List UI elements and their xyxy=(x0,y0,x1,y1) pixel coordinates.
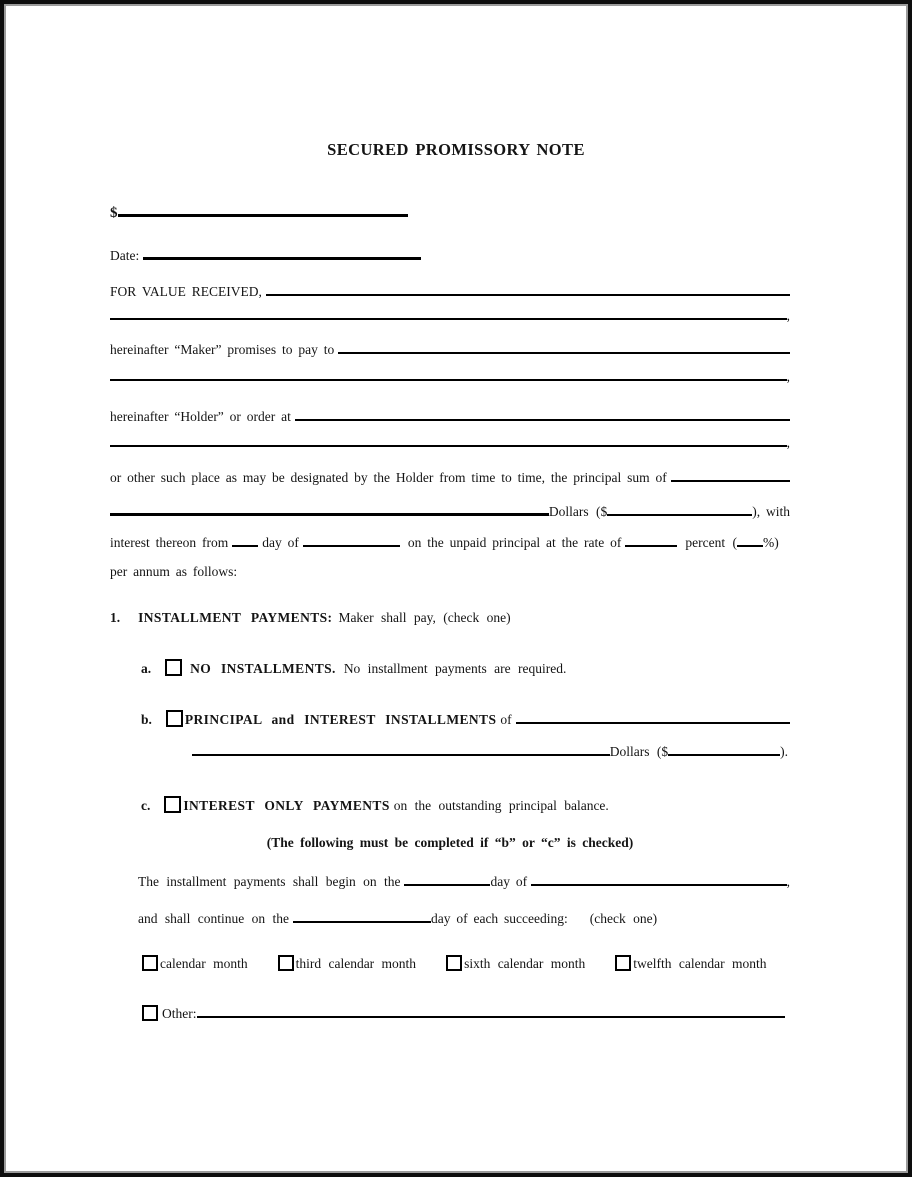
interest-label-3: on the unpaid principal at the rate of xyxy=(407,535,622,550)
item-c-letter: c. xyxy=(141,798,151,813)
continue-row xyxy=(138,907,790,927)
item-c-row xyxy=(141,793,790,814)
page-title: SECURED PROMISSORY NOTE xyxy=(327,140,585,159)
amount-blank[interactable] xyxy=(118,200,408,217)
continue-label-2: day of each succeeding: xyxy=(430,911,568,926)
item-a-letter: a. xyxy=(141,661,152,676)
date-label: Date: xyxy=(110,248,140,263)
principal-sum-words-blank[interactable] xyxy=(671,466,790,482)
dollars-label: Dollars ($ xyxy=(548,504,608,519)
comma: , xyxy=(786,435,790,450)
other-checkbox[interactable] xyxy=(142,1005,158,1021)
calendar-month-label: calendar month xyxy=(160,956,248,971)
holder-address-blank-2[interactable] xyxy=(110,431,787,447)
begin-label-1: The installment payments shall begin on the xyxy=(138,874,401,889)
item-b-row xyxy=(141,707,790,728)
item-a-text: No installment payments are required. xyxy=(343,661,567,676)
date-row xyxy=(110,243,790,264)
section1-intro: Maker shall pay, (check one) xyxy=(338,610,511,625)
item-a-bold-label: NO INSTALLMENTS. xyxy=(190,661,336,676)
item-b-dollars-row xyxy=(192,740,788,760)
for-value-label: FOR VALUE RECEIVED, xyxy=(110,284,262,299)
third-calendar-month-checkbox[interactable] xyxy=(278,955,294,971)
month-option-twelfth xyxy=(615,952,766,972)
item-a-row xyxy=(141,656,790,677)
blank-line-row xyxy=(110,304,790,324)
amount-row xyxy=(110,200,790,222)
maker-clause-row xyxy=(110,338,790,358)
for-value-row xyxy=(110,280,790,300)
other-label: Other: xyxy=(162,1006,197,1021)
principal-sum-words-blank-2[interactable] xyxy=(110,499,549,516)
place-clause-row xyxy=(110,466,790,486)
item-b-text: of xyxy=(500,712,512,727)
other-blank[interactable] xyxy=(197,1002,786,1018)
item-b-close-label: ). xyxy=(780,744,788,759)
interest-label-2: day of xyxy=(262,535,299,550)
interest-label-5: %) xyxy=(763,535,779,550)
third-calendar-month-label: third calendar month xyxy=(295,956,417,971)
place-clause-label: or other such place as may be designated by the Holder from time to time, the principal sum of xyxy=(110,470,667,485)
maker-name-blank[interactable] xyxy=(266,280,790,296)
payee-blank-2[interactable] xyxy=(110,365,787,381)
maker-clause-label: hereinafter “Maker” promises to pay to xyxy=(110,342,335,357)
month-option-calendar xyxy=(142,952,248,972)
continue-label-1: and shall continue on the xyxy=(138,911,289,926)
interest-label-4: percent ( xyxy=(685,535,737,550)
twelfth-calendar-month-checkbox[interactable] xyxy=(615,955,631,971)
conditional-note-row xyxy=(110,834,790,851)
begin-month-blank[interactable] xyxy=(531,870,787,886)
twelfth-calendar-month-label: twelfth calendar month xyxy=(633,956,767,971)
item-b-checkbox[interactable] xyxy=(166,710,183,727)
item-b-dollars-label: Dollars ($ xyxy=(609,744,669,759)
interest-percent-blank[interactable] xyxy=(737,531,763,547)
installment-amount-blank[interactable] xyxy=(668,740,780,756)
interest-rate-blank[interactable] xyxy=(625,531,677,547)
per-annum-row xyxy=(110,563,790,580)
per-annum-label: per annum as follows: xyxy=(110,564,238,579)
dollars-with-label: ), with xyxy=(752,504,790,519)
comma: , xyxy=(786,308,790,323)
begin-row xyxy=(138,870,790,890)
sixth-calendar-month-checkbox[interactable] xyxy=(446,955,462,971)
conditional-note: (The following must be completed if “b” or “c” is checked) xyxy=(266,835,634,850)
calendar-month-checkbox[interactable] xyxy=(142,955,158,971)
continue-check-one-label: (check one) xyxy=(589,911,658,926)
maker-name-blank-2[interactable] xyxy=(110,304,787,320)
item-b-bold-label: PRINCIPAL and INTEREST INSTALLMENTS xyxy=(184,712,497,727)
other-option-row xyxy=(142,1002,785,1022)
blank-line-row xyxy=(110,365,790,385)
holder-address-blank[interactable] xyxy=(295,405,790,421)
principal-amount-blank[interactable] xyxy=(607,500,752,516)
sixth-calendar-month-label: sixth calendar month xyxy=(464,956,586,971)
item-c-text: on the outstanding principal balance. xyxy=(393,798,609,813)
interest-month-blank[interactable] xyxy=(303,531,400,547)
installment-amount-words-blank[interactable] xyxy=(516,708,790,724)
month-option-third xyxy=(278,952,416,972)
interest-day-blank[interactable] xyxy=(232,531,258,547)
continue-day-blank[interactable] xyxy=(293,907,431,923)
item-c-checkbox[interactable] xyxy=(164,796,181,813)
item-b-letter: b. xyxy=(141,712,152,727)
blank-line-row xyxy=(110,431,790,451)
item-a-checkbox[interactable] xyxy=(165,659,182,676)
section1-heading-row xyxy=(110,609,790,626)
item-c-bold-label: INTEREST ONLY PAYMENTS xyxy=(183,798,390,813)
month-options-row xyxy=(142,952,790,972)
begin-day-blank[interactable] xyxy=(404,870,490,886)
interest-row xyxy=(110,531,790,551)
begin-comma: , xyxy=(786,874,790,889)
holder-clause-label: hereinafter “Holder” or order at xyxy=(110,409,291,424)
date-blank[interactable] xyxy=(143,243,421,260)
dollars-row xyxy=(110,499,790,520)
installment-amount-words-blank-2[interactable] xyxy=(192,740,610,756)
interest-label-1: interest thereon from xyxy=(110,535,229,550)
holder-clause-row xyxy=(110,405,790,425)
amount-sign-label: $ xyxy=(110,205,118,221)
comma: , xyxy=(786,369,790,384)
payee-blank[interactable] xyxy=(338,338,790,354)
section1-heading: INSTALLMENT PAYMENTS: xyxy=(138,610,333,625)
section1-number: 1. xyxy=(110,610,121,625)
month-option-sixth xyxy=(446,952,585,972)
begin-label-2: day of xyxy=(490,874,528,889)
